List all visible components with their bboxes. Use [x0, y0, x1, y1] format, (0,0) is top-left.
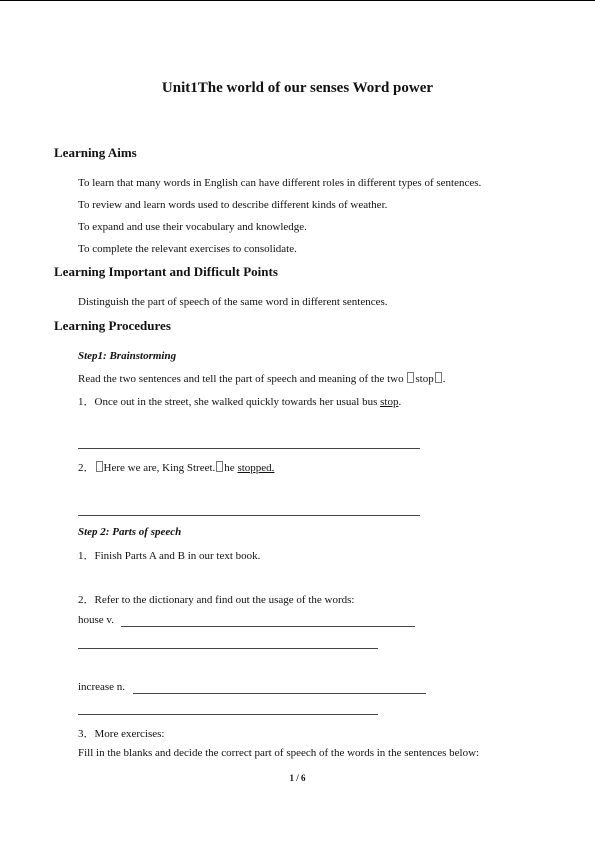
aim-item: To review and learn words used to describe different kinds of weather.: [78, 199, 388, 211]
sentence-2-number: 2．: [78, 462, 95, 474]
document-title: Unit1The world of our senses Word power: [161, 80, 434, 96]
word-house: house v.: [78, 614, 114, 626]
step1-title: Step1: Brainstorming: [78, 350, 177, 362]
answer-line[interactable]: [78, 648, 378, 649]
sentence-2: [78, 459, 274, 475]
page-top-border: [0, 0, 595, 1]
step2-item-3: 3．More exercises:: [78, 728, 165, 740]
answer-line[interactable]: [78, 714, 378, 715]
word-increase: increase n.: [78, 681, 126, 693]
instruction-end: .: [442, 373, 446, 385]
step2-item-1: 1．Finish Parts A and B in our text book.: [78, 550, 261, 562]
step1-instruction: [78, 372, 445, 385]
step2-item-2: 2．Refer to the dictionary and find out the usage of the words:: [78, 594, 355, 606]
step2-item-3-text: Fill in the blanks and decide the correct part of speech of the words in the sentences below:: [78, 747, 480, 759]
instruction-text: Read the two sentences and tell the part of speech and meaning of the two: [78, 373, 407, 385]
sentence-1-end: .: [398, 396, 402, 408]
sentence-1: [78, 393, 401, 409]
important-points-text: Distinguish the part of speech of the same word in different sentences.: [78, 296, 388, 308]
instruction-word: stop: [415, 373, 434, 385]
sentence-2-quote: Here we are, King Street.: [103, 462, 216, 474]
quote-box-icon: [435, 372, 442, 383]
aim-item: To complete the relevant exercises to consolidate.: [78, 243, 297, 255]
heading-important-points: Learning Important and Difficult Points: [54, 264, 278, 279]
quote-box-icon: [216, 461, 223, 472]
aim-item: To learn that many words in English can have different roles in different types of sentences.: [78, 177, 482, 189]
page-number: 1 / 6: [289, 773, 306, 783]
sentence-2-he: he: [224, 462, 238, 474]
answer-line[interactable]: [133, 693, 426, 694]
step2-title: Step 2: Parts of speech: [78, 526, 182, 538]
sentence-1-underlined-word: stop: [380, 396, 399, 408]
answer-line[interactable]: [78, 448, 420, 449]
sentence-1-text: 1．Once out in the street, she walked quickly towards her usual bus: [78, 396, 381, 408]
quote-box-icon: [407, 372, 414, 383]
heading-learning-procedures: Learning Procedures: [54, 318, 171, 333]
quote-box-icon: [96, 461, 103, 472]
answer-line[interactable]: [78, 515, 420, 516]
answer-line[interactable]: [121, 626, 415, 627]
sentence-2-underlined-word: stopped.: [237, 462, 275, 474]
heading-learning-aims: Learning Aims: [54, 145, 137, 160]
aim-item: To expand and use their vocabulary and knowledge.: [78, 221, 307, 233]
